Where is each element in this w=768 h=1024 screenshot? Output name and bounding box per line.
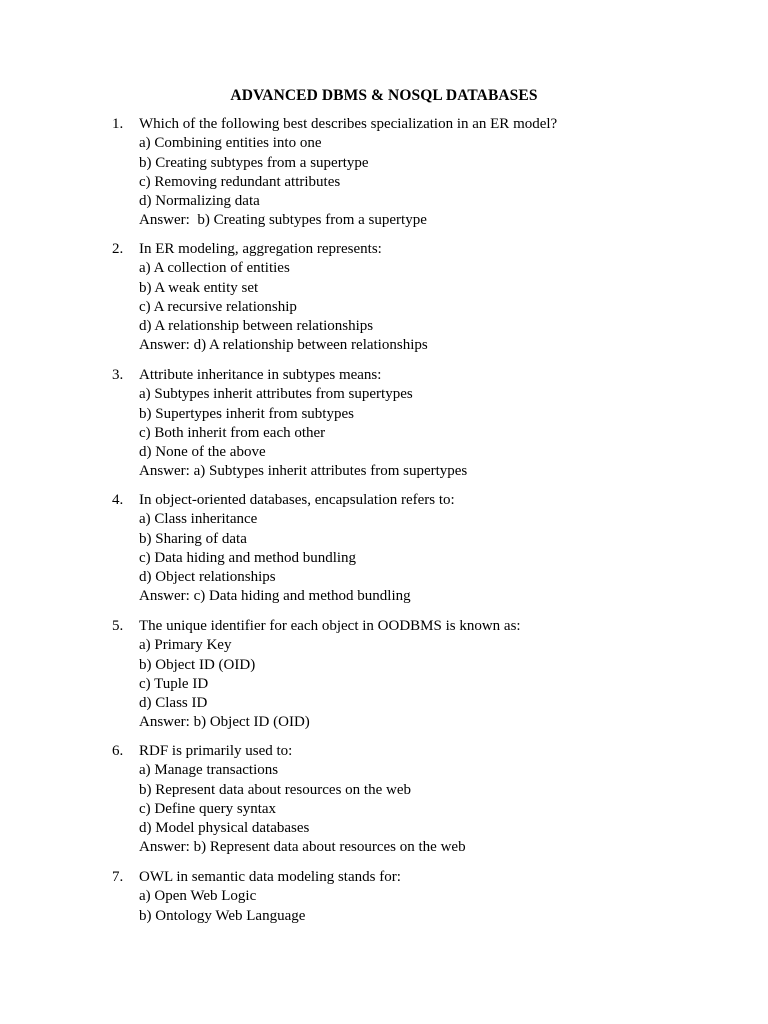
- question-stem: [112, 240, 732, 259]
- answer-label: Answer:: [139, 839, 190, 856]
- option-d: d) A relationship between relationships: [139, 318, 374, 335]
- option-b: b) Object ID (OID): [139, 656, 256, 673]
- question-5: [112, 617, 732, 733]
- option-c: c) Data hiding and method bundling: [139, 549, 357, 566]
- question-4: [112, 491, 732, 607]
- option-a: a) A collection of entities: [139, 260, 290, 277]
- option-b: b) Ontology Web Language: [139, 907, 306, 924]
- question-text: RDF is primarily used to:: [139, 743, 293, 759]
- answer-text: a) Subtypes inherit attributes from supertypes: [189, 463, 468, 480]
- option-a: a) Primary Key: [139, 637, 232, 654]
- question-number: 5.: [112, 618, 124, 634]
- option-d: d) None of the above: [139, 444, 266, 461]
- question-number: 2.: [112, 241, 124, 257]
- question-7: [112, 868, 732, 926]
- question-number: 7.: [112, 869, 124, 885]
- question-stem: [112, 115, 732, 134]
- answer-label: Answer:: [139, 588, 190, 605]
- question-3: [112, 366, 732, 482]
- question-text: OWL in semantic data modeling stands for:: [139, 869, 401, 885]
- question-text: In ER modeling, aggregation represents:: [139, 241, 382, 257]
- answer-line: [139, 838, 732, 857]
- option-c: c) A recursive relationship: [139, 298, 297, 315]
- option-d: d) Normalizing data: [139, 193, 260, 210]
- answer-label: Answer:: [139, 337, 190, 354]
- question-stem: [112, 366, 732, 385]
- option-d: d) Class ID: [139, 695, 208, 712]
- question-6: [112, 742, 732, 858]
- option-d: d) Object relationships: [139, 569, 276, 586]
- option-b: b) Creating subtypes from a supertype: [139, 154, 369, 171]
- option-a: a) Class inheritance: [139, 511, 258, 528]
- document-title: ADVANCED DBMS & NOSQL DATABASES: [230, 87, 538, 104]
- option-c: c) Both inherit from each other: [139, 424, 326, 441]
- answer-text: b) Represent data about resources on the web: [189, 839, 466, 856]
- question-1: [112, 115, 732, 231]
- answer-line: [139, 211, 732, 230]
- question-stem: [112, 617, 732, 636]
- answer-line: [139, 462, 732, 481]
- question-number: 1.: [112, 116, 124, 132]
- question-stem: [112, 868, 732, 887]
- answer-text: b) Creating subtypes from a supertype: [189, 212, 427, 229]
- option-b: b) Represent data about resources on the web: [139, 781, 411, 798]
- option-c: c) Define query syntax: [139, 800, 277, 817]
- option-a: a) Manage transactions: [139, 762, 279, 779]
- answer-line: [139, 713, 732, 732]
- answer-label: Answer:: [139, 212, 190, 229]
- option-b: b) Supertypes inherit from subtypes: [139, 405, 354, 422]
- option-d: d) Model physical databases: [139, 820, 310, 837]
- option-b: b) Sharing of data: [139, 530, 247, 547]
- question-2: [112, 240, 732, 356]
- question-stem: [112, 491, 732, 510]
- option-a: a) Combining entities into one: [139, 135, 322, 152]
- option-a: a) Open Web Logic: [139, 888, 257, 905]
- question-text: The unique identifier for each object in OODBMS is known as:: [139, 618, 521, 634]
- answer-line: [139, 587, 732, 606]
- answer-label: Answer:: [139, 714, 190, 731]
- question-number: 4.: [112, 492, 124, 508]
- question-text: In object-oriented databases, encapsulation refers to:: [139, 492, 455, 508]
- option-b: b) A weak entity set: [139, 279, 259, 296]
- option-c: c) Removing redundant attributes: [139, 173, 341, 190]
- question-stem: [112, 742, 732, 761]
- question-text: Attribute inheritance in subtypes means:: [139, 367, 382, 383]
- question-text: Which of the following best describes specialization in an ER model?: [139, 116, 558, 132]
- option-a: a) Subtypes inherit attributes from supertypes: [139, 386, 413, 403]
- answer-line: [139, 336, 732, 355]
- question-number: 3.: [112, 367, 124, 383]
- answer-label: Answer:: [139, 463, 190, 480]
- answer-text: b) Object ID (OID): [189, 714, 310, 731]
- answer-text: c) Data hiding and method bundling: [189, 588, 411, 605]
- question-number: 6.: [112, 743, 124, 759]
- answer-text: d) A relationship between relationships: [189, 337, 428, 354]
- option-c: c) Tuple ID: [139, 675, 209, 692]
